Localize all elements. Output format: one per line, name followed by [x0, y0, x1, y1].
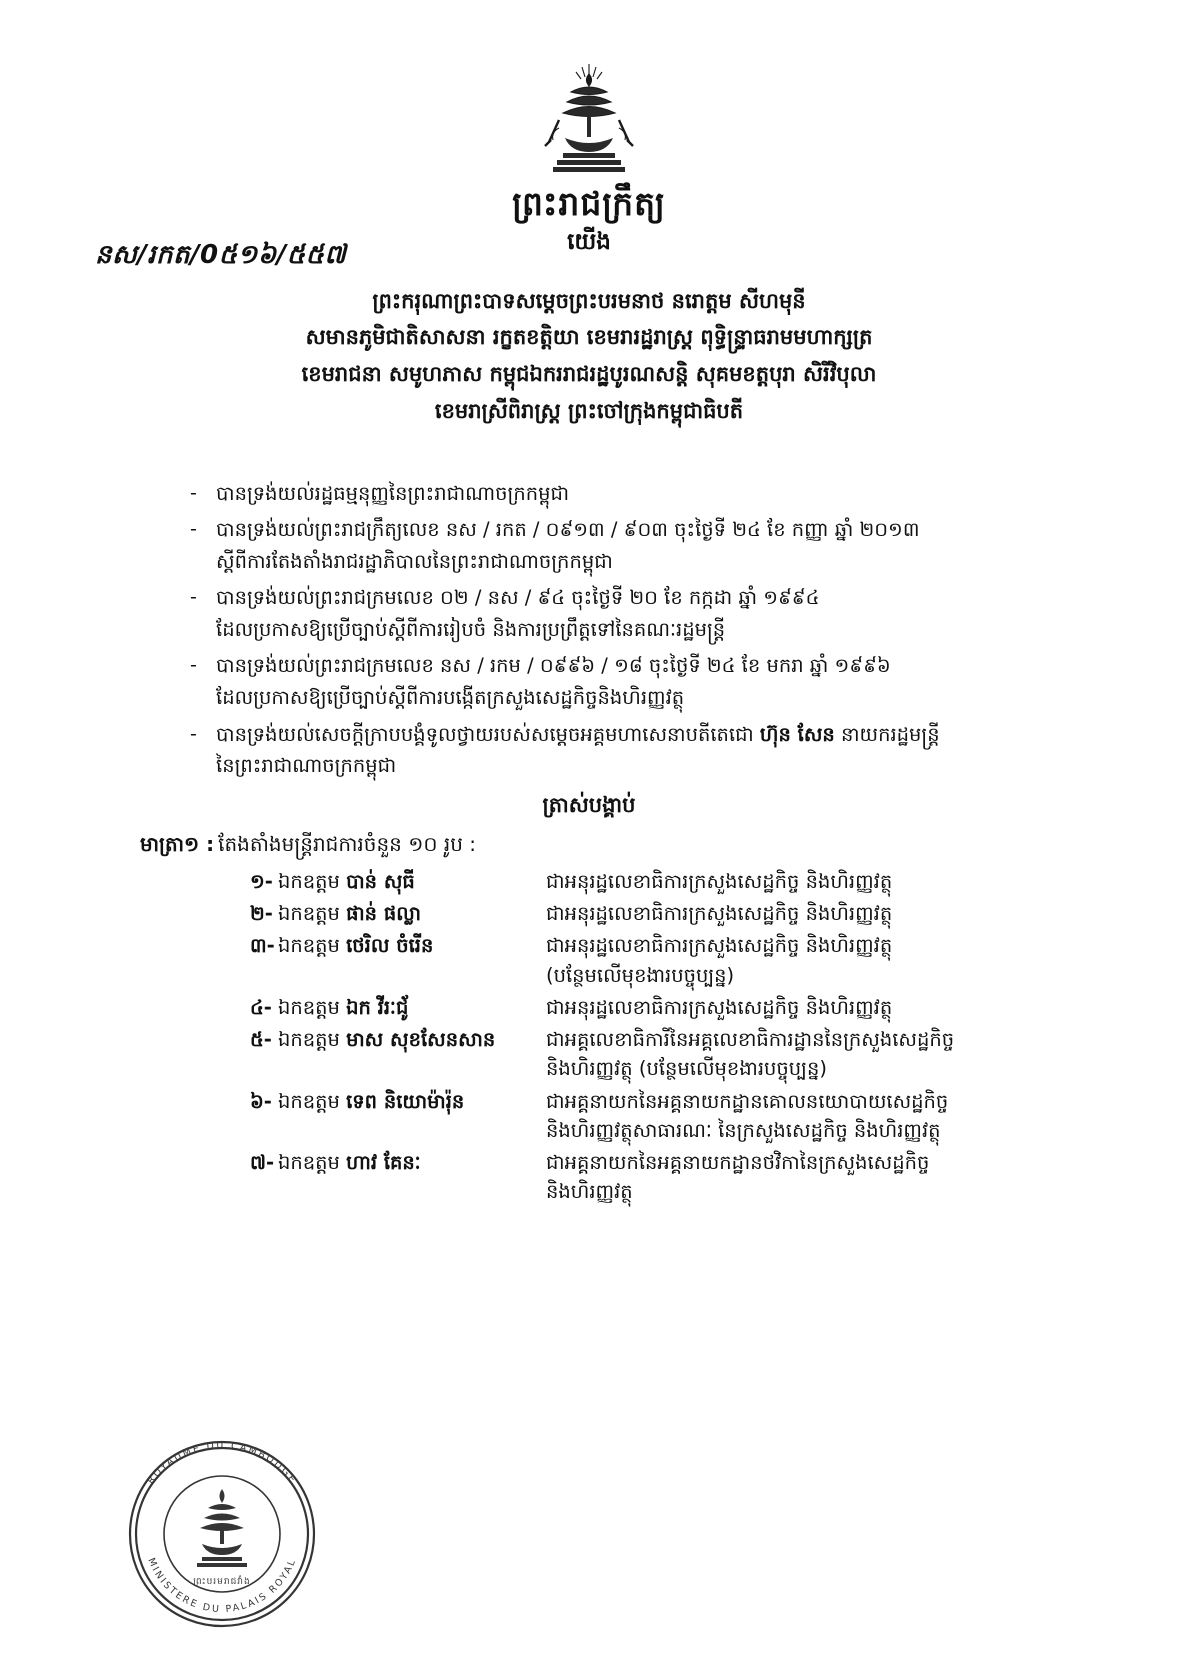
appointment-row — [250, 1148, 1068, 1207]
document-subtitle: យើង — [567, 228, 611, 255]
appointment-person — [278, 931, 546, 990]
whereas-line: បានទ្រង់យល់ព្រះរាជក្រមលេខ ០២ / នស / ៩៤ ចុះថ្ងៃទី ២០ ខែ កក្កដា ឆ្នាំ ១៩៩៤ — [216, 586, 820, 610]
document-title: ព្រះរាជក្រឹត្យ — [512, 184, 666, 223]
royal-styling-line: ព្រះករុណាព្រះបាទសម្តេចព្រះបរមនាថ នរោត្តម សីហមុនី — [372, 288, 806, 313]
whereas-text — [216, 719, 1058, 782]
appointment-role — [546, 1025, 1068, 1084]
appointment-row — [250, 931, 1068, 990]
appointment-row — [250, 1087, 1068, 1146]
role-line: ជាអនុរដ្ឋលេខាធិការក្រសួងសេដ្ឋកិច្ច និងហិរញ្ញវត្ថុ — [546, 902, 893, 926]
role-line-cont: (បន្ថែមលើមុខងារបច្ចុប្បន្ន) — [546, 963, 735, 987]
bullet-dash-icon: - — [190, 654, 197, 677]
royal-styling-line: ខេមរាស្រីពិរាស្រ្ត ព្រះចៅក្រុងកម្ពុជាធិបតី — [434, 398, 744, 423]
appointment-number: ៣- — [250, 934, 275, 958]
appointment-list — [70, 867, 1108, 1207]
article-label: មាត្រា១ : — [140, 831, 215, 856]
honorific: ឯកឧត្តម — [278, 1028, 340, 1052]
appointee-name: ហាវ គែនៈ — [346, 1151, 421, 1175]
appointment-number: ៥- — [250, 1028, 272, 1052]
appointee-name: ទេព និយោម៉ារ៉ុន — [346, 1089, 465, 1113]
whereas-line: បានទ្រង់យល់រដ្ឋធម្មនុញ្ញនៃព្រះរាជាណាចក្រកម្ពុជា — [216, 481, 570, 505]
appointment-row — [250, 867, 1068, 896]
whereas-line-before: បានទ្រង់យល់សេចក្តីក្រាបបង្គំទូលថ្វាយរបស់សម្តេចអគ្គមហាសេនាបតីតេជោ — [216, 722, 760, 746]
appointment-row — [250, 899, 1068, 928]
royal-styling-line: សមានភូមិជាតិសាសនា រក្ខតខត្តិយា ខេមរារដ្ឋរាស្ត្រ ពុទ្ធិន្ទ្រាធរាមមហាក្សត្រ — [305, 325, 873, 350]
appointment-number: ២- — [250, 902, 273, 926]
whereas-line: ដែលប្រកាសឱ្យប្រើច្បាប់ស្តីពីការបង្កើតក្រសួងសេដ្ឋកិច្ចនិងហិរញ្ញវត្ថុ — [216, 686, 685, 710]
whereas-list — [70, 478, 1108, 782]
bullet-dash-icon: - — [190, 481, 197, 504]
whereas-item — [190, 478, 1058, 510]
appointment-row — [250, 993, 1068, 1022]
honorific: ឯកឧត្តម — [278, 1089, 340, 1113]
prime-minister-name: ហ៊ុន សែន — [759, 722, 835, 746]
seal-inner-text: ព្រះបរមរាជវាំង — [193, 1577, 251, 1587]
decide-heading: ត្រាស់បង្គាប់ — [542, 792, 636, 817]
seal-outer-text-bottom: MINISTERE DU PALAIS ROYAL — [145, 1556, 299, 1616]
role-line: ជាអគ្គលេខាធិការីនៃអគ្គលេខាធិការដ្ឋាននៃក្រសួងសេដ្ឋកិច្ច — [546, 1028, 955, 1052]
seal-outer-text-top: ROYAUME DU CAMBODGE — [145, 1439, 299, 1487]
role-line: ជាអនុរដ្ឋលេខាធិការក្រសួងសេដ្ឋកិច្ច និងហិរញ្ញវត្ថុ — [546, 995, 893, 1019]
whereas-item — [190, 582, 1058, 645]
whereas-text — [216, 514, 1058, 577]
appointee-name: បាន់ សុធី — [346, 869, 415, 893]
appointee-name: មាស សុខសែនសាន — [346, 1028, 496, 1052]
royal-styling-line: ខេមរាជនា សមូហភាស កម្ពុជឯកររាជរដ្ឋបូរណសន្តិ សុគមខត្តបុរា សិរីវិបុលា — [301, 362, 877, 387]
role-line: ជាអនុរដ្ឋលេខាធិការក្រសួងសេដ្ឋកិច្ច និងហិរញ្ញវត្ថុ — [546, 869, 893, 893]
appointee-name: ផាន់ ផល្លា — [346, 902, 421, 926]
role-line-cont: និងហិរញ្ញវត្ថុ — [546, 1180, 633, 1204]
honorific: ឯកឧត្តម — [278, 1151, 340, 1175]
whereas-line: ដែលប្រកាសឱ្យប្រើច្បាប់ស្តីពីការរៀបចំ និងការប្រព្រឹត្តទៅនៃគណៈរដ្ឋមន្ត្រី — [216, 617, 726, 641]
appointment-person — [278, 1025, 546, 1084]
royal-styling-block — [70, 283, 1108, 430]
appointment-role — [546, 1148, 1068, 1207]
whereas-text — [216, 478, 1058, 510]
appointee-name: ឯក វីរៈជ័ូ — [346, 995, 409, 1019]
role-line-cont: និងហិរញ្ញវត្ថុសាធារណៈ នៃក្រសួងសេដ្ឋកិច្ច និងហិរញ្ញវត្ថុ — [546, 1118, 941, 1142]
honorific: ឯកឧត្តម — [278, 934, 340, 958]
appointment-role — [546, 1087, 1068, 1146]
bullet-dash-icon: - — [190, 518, 197, 541]
appointment-number: ៤- — [250, 995, 272, 1019]
honorific: ឯកឧត្តម — [278, 902, 340, 926]
whereas-line: នៃព្រះរាជាណាចក្រកម្ពុជា — [216, 754, 397, 778]
appointment-role — [546, 993, 1068, 1022]
bullet-dash-icon: - — [190, 586, 197, 609]
whereas-line-after: នាយករដ្ឋមន្ត្រី — [834, 722, 940, 746]
whereas-text — [216, 650, 1058, 713]
emblem-container — [70, 58, 1108, 178]
role-line: ជាអគ្គនាយកនៃអគ្គនាយកដ្ឋានថវិកានៃក្រសួងសេដ្ឋកិច្ច — [546, 1151, 930, 1175]
role-line-cont: និងហិរញ្ញវត្ថុ (បន្ថែមលើមុខងារបច្ចុប្បន្ន) — [546, 1057, 827, 1081]
appointment-number: ៧- — [250, 1151, 275, 1175]
whereas-item — [190, 514, 1058, 577]
cambodia-royal-emblem-icon — [529, 58, 649, 178]
whereas-text — [216, 582, 1058, 645]
appointment-person — [278, 899, 546, 928]
royal-palace-seal-icon — [112, 1424, 332, 1644]
whereas-line: បានទ្រង់យល់ព្រះរាជក្រមលេខ នស / រកម / ០៩៩៦ / ១៨ ចុះថ្ងៃទី ២៤ ខែ មករា ឆ្នាំ ១៩៩៦ — [216, 654, 891, 678]
whereas-line: បានទ្រង់យល់ព្រះរាជក្រឹត្យលេខ នស / រកត / ០៩១៣ / ៩០៣ ចុះថ្ងៃទី ២៤ ខែ កញ្ញា ឆ្នាំ ២០១៣ — [216, 518, 920, 542]
appointee-name: ថេរិល ចំរើន — [346, 934, 434, 958]
whereas-item — [190, 719, 1058, 782]
appointment-row — [250, 1025, 1068, 1084]
article-text: តែងតាំងមន្ត្រីរាជការចំនួន ១០ រូប : — [218, 831, 476, 856]
whereas-item — [190, 650, 1058, 713]
bullet-dash-icon: - — [190, 722, 197, 745]
role-line: ជាអគ្គនាយកនៃអគ្គនាយកដ្ឋានគោលនយោបាយសេដ្ឋកិច្ច — [546, 1089, 949, 1113]
appointment-person — [278, 993, 546, 1022]
appointment-role — [546, 867, 1068, 896]
appointment-role — [546, 899, 1068, 928]
article-1 — [70, 831, 1108, 861]
appointment-person — [278, 1148, 546, 1207]
role-line: ជាអនុរដ្ឋលេខាធិការក្រសួងសេដ្ឋកិច្ច និងហិរញ្ញវត្ថុ — [546, 934, 893, 958]
appointment-number: ៦- — [250, 1089, 272, 1113]
appointment-person — [278, 867, 546, 896]
appointment-person — [278, 1087, 546, 1146]
whereas-line: ស្តីពីការតែងតាំងរាជរដ្ឋាភិបាលនៃព្រះរាជាណាចក្រកម្ពុជា — [216, 549, 613, 573]
appointment-role — [546, 931, 1068, 990]
reference-number: នស/រកត/0៥១៦/៥៥៧ — [95, 240, 347, 270]
appointment-number: ១- — [250, 869, 273, 893]
honorific: ឯកឧត្តម — [278, 869, 340, 893]
honorific: ឯកឧត្តម — [278, 995, 340, 1019]
